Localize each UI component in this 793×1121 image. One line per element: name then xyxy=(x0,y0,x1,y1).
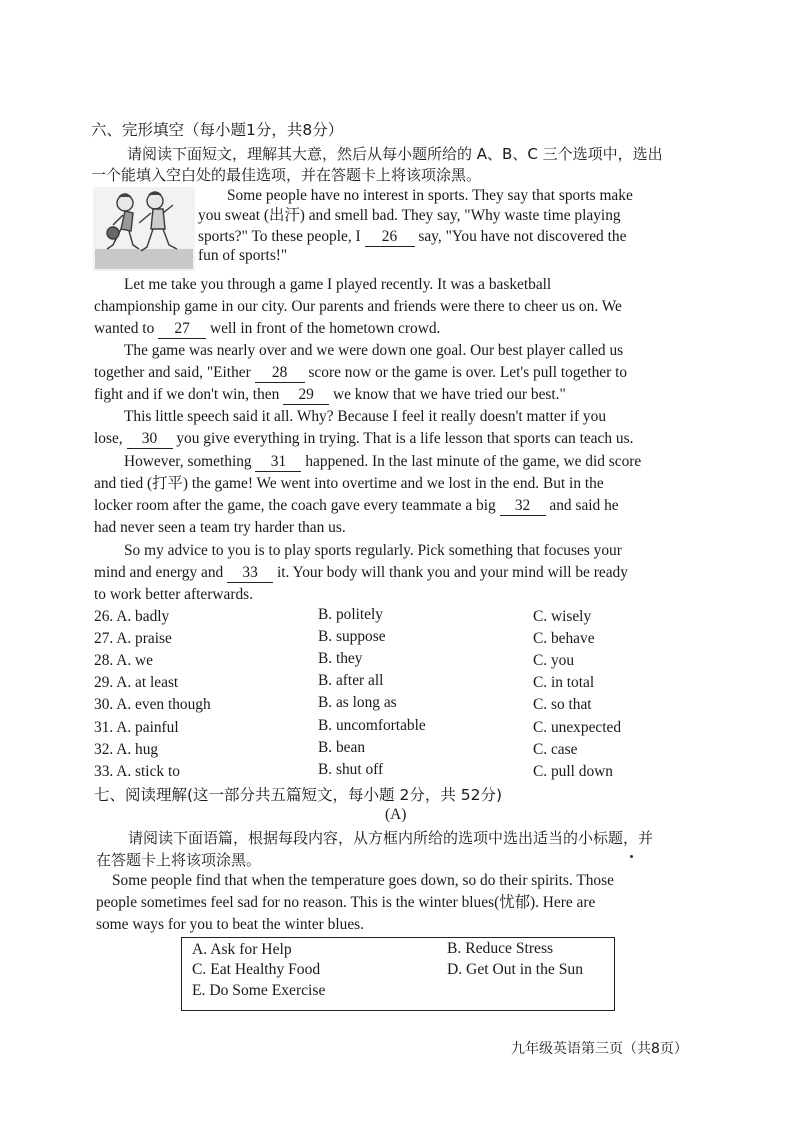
p3-line3-text-a: fight and if we don't win, then xyxy=(94,386,280,403)
option-32-a: 32. A. hug xyxy=(94,741,159,758)
option-26-a: 26. A. badly xyxy=(94,608,170,625)
p1-line3-text-a: sports?" To these people, I xyxy=(198,228,361,245)
box-option-e: E. Do Some Exercise xyxy=(192,982,326,999)
p4-line2-text-a: lose, xyxy=(94,430,123,447)
option-33-b: B. shut off xyxy=(318,761,384,778)
p3-line3 xyxy=(94,384,566,406)
p5-line4: had never seen a team try harder than us. xyxy=(94,519,346,536)
p6-line2-text-b: it. Your body will thank you and your mind will be ready xyxy=(276,564,628,581)
p5-line3-text-b: and said he xyxy=(549,497,619,514)
section-7-instruction-line2: 在答题卡上将该项涂黑。 xyxy=(96,851,262,869)
option-28-a: 28. A. we xyxy=(94,652,153,669)
option-32-b: B. bean xyxy=(318,739,366,756)
box-option-d: D. Get Out in the Sun xyxy=(447,961,584,978)
box-option-a: A. Ask for Help xyxy=(192,941,292,958)
option-26-b: B. politely xyxy=(318,606,383,623)
blank-33: 33 xyxy=(227,564,273,583)
section-6-instruction-line1: 请阅读下面短文，理解其大意，然后从每小题所给的 A、B、C 三个选项中，选出 xyxy=(127,145,663,163)
option-33-c: C. pull down xyxy=(533,763,613,780)
blank-26: 26 xyxy=(365,228,415,247)
p5-line1 xyxy=(124,451,641,473)
section-7-para-line3: some ways for you to beat the winter blues. xyxy=(96,916,364,933)
p4-line1: This little speech said it all. Why? Because I feel it really doesn't matter if you xyxy=(124,408,607,425)
p5-line1-text-a: However, something xyxy=(124,453,252,470)
p4-line2-text-b: you give everything in trying. That is a life lesson that sports can teach us. xyxy=(176,430,634,447)
section-6-instruction-line2: 一个能填入空白处的最佳选项，并在答题卡上将该项涂黑。 xyxy=(91,166,482,184)
option-28-c: C. you xyxy=(533,652,575,669)
option-29-c: C. in total xyxy=(533,674,595,691)
box-option-b: B. Reduce Stress xyxy=(447,940,554,957)
option-28-b: B. they xyxy=(318,650,363,667)
section-7-para-line1: Some people find that when the temperature goes down, so do their spirits. Those xyxy=(112,872,614,889)
p6-line2-text-a: mind and energy and xyxy=(94,564,224,581)
blank-27: 27 xyxy=(158,320,206,339)
option-27-c: C. behave xyxy=(533,630,595,647)
p1-line2: you sweat (出汗) and smell bad. They say, "Why waste time playing xyxy=(198,207,621,224)
option-33-a: 33. A. stick to xyxy=(94,763,180,780)
p1-line4: fun of sports!" xyxy=(198,247,288,264)
option-30-b: B. as long as xyxy=(318,694,397,711)
option-31-b: B. uncomfortable xyxy=(318,717,426,734)
p5-line3 xyxy=(94,495,619,517)
p5-line2: and tied (打平) the game! We went into overtime and we lost in the end. But in the xyxy=(94,475,604,492)
option-30-c: C. so that xyxy=(533,696,592,713)
option-29-a: 29. A. at least xyxy=(94,674,179,691)
section-7-title: 七、阅读理解(这一部分共五篇短文，每小题 2分，共 52分) xyxy=(94,786,503,804)
p2-line3-text-a: wanted to xyxy=(94,320,155,337)
section-7-passage-label: (A) xyxy=(385,806,407,823)
section-6-title: 六、完形填空（每小题1分，共8分） xyxy=(91,121,344,139)
p2-line1: Let me take you through a game I played recently. It was a basketball xyxy=(124,276,552,293)
option-31-c: C. unexpected xyxy=(533,719,622,736)
blank-31: 31 xyxy=(255,453,301,472)
option-26-c: C. wisely xyxy=(533,608,592,625)
p3-line2-text-a: together and said, "Either xyxy=(94,364,251,381)
blank-32: 32 xyxy=(500,497,546,516)
option-31-a: 31. A. painful xyxy=(94,719,179,736)
basketball-players-icon xyxy=(93,187,195,271)
p6-line2 xyxy=(94,562,628,584)
blank-28: 28 xyxy=(255,364,305,383)
blank-30: 30 xyxy=(127,430,173,449)
section-7-para-line2: people sometimes feel sad for no reason. This is the winter blues(忧郁). Here are xyxy=(96,894,596,911)
p3-line3-text-b: we know that we have tried our best." xyxy=(333,386,566,403)
p2-line2: championship game in our city. Our parents and friends were there to cheer us on. We xyxy=(94,298,622,315)
section-7-instruction-line1: 请阅读下面语篇，根据每段内容，从方框内所给的选项中选出适当的小标题，并 xyxy=(128,829,654,847)
option-27-b: B. suppose xyxy=(318,628,386,645)
option-27-a: 27. A. praise xyxy=(94,630,172,647)
stray-dot xyxy=(630,855,633,858)
p5-line3-text-a: locker room after the game, the coach gave every teammate a big xyxy=(94,497,496,514)
p3-line2-text-b: score now or the game is over. Let's pull together to xyxy=(308,364,628,381)
p2-line3-text-b: well in front of the hometown crowd. xyxy=(209,320,441,337)
option-29-b: B. after all xyxy=(318,672,384,689)
option-30-a: 30. A. even though xyxy=(94,696,211,713)
box-option-c: C. Eat Healthy Food xyxy=(192,961,321,978)
p6-line3: to work better afterwards. xyxy=(94,586,253,603)
p2-line3 xyxy=(94,318,440,340)
p3-line1: The game was nearly over and we were down one goal. Our best player called us xyxy=(124,342,624,359)
p5-line1-text-b: happened. In the last minute of the game, we did score xyxy=(305,453,642,470)
page-footer: 九年级英语第三页（共8页） xyxy=(511,1041,688,1057)
basketball-kids-illustration xyxy=(93,187,195,271)
p6-line1: So my advice to you is to play sports regularly. Pick something that focuses your xyxy=(124,542,622,559)
p3-line2 xyxy=(94,362,627,384)
option-32-c: C. case xyxy=(533,741,578,758)
p1-line1: Some people have no interest in sports. They say that sports make xyxy=(227,187,633,204)
p1-line3-text-b: say, "You have not discovered the xyxy=(418,228,627,245)
blank-29: 29 xyxy=(283,386,329,405)
p4-line2 xyxy=(94,428,633,450)
